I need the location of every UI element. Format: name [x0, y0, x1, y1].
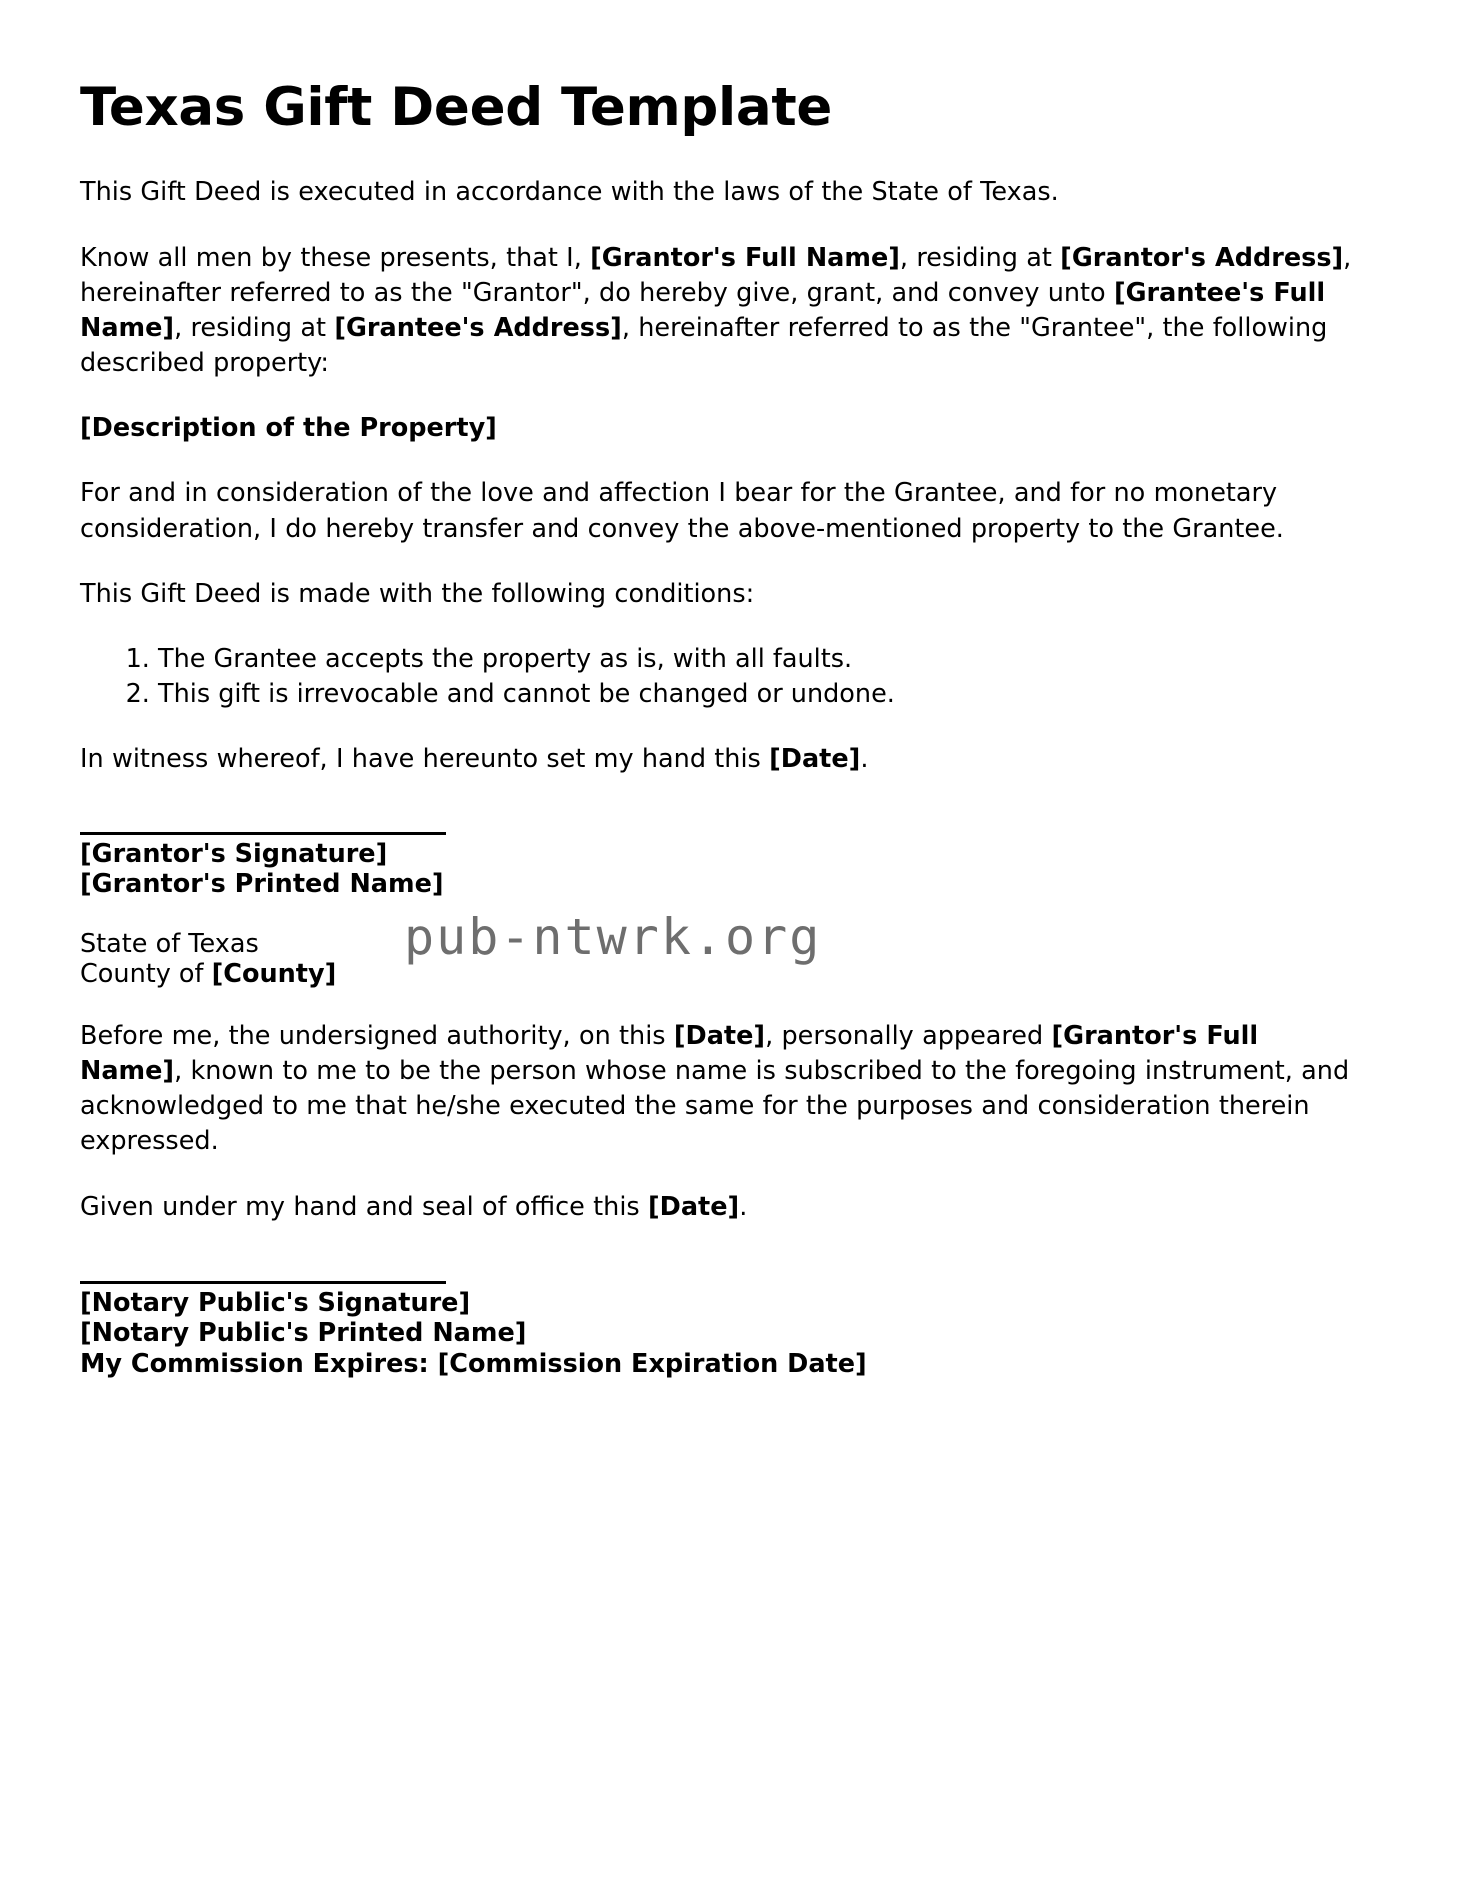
notary-signature-line [80, 1281, 446, 1284]
site-watermark: pub-ntwrk.org [404, 908, 822, 966]
seal-clause-paragraph [80, 1190, 1368, 1225]
intro-paragraph: This Gift Deed is executed in accordance with the laws of the State of Texas. [80, 177, 1059, 208]
grantor-signature-block [80, 832, 1368, 899]
witness-text-2: . [860, 744, 869, 775]
granting-text-3: , hereinafter referred to as the "Grantor", do hereby give, grant, and convey unto [80, 242, 1352, 308]
state-line: State of Texas [80, 928, 259, 959]
acknowledgment-date-placeholder: [Date] [673, 1020, 766, 1051]
conditions-intro-paragraph: This Gift Deed is made with the following conditions: [80, 578, 755, 609]
granting-text-4: , residing at [174, 312, 335, 343]
granting-text-5: , hereinafter referred to as the "Grantee", the following described property: [80, 312, 1328, 379]
venue-block [80, 929, 1368, 989]
witness-text-1: In witness whereof, I have hereunto set my hand this [80, 744, 770, 775]
acknowledgment-paragraph [80, 1019, 1368, 1160]
property-description-placeholder: [Description of the Property] [80, 413, 497, 444]
grantor-signature-line [80, 832, 446, 835]
county-prefix: County of [80, 958, 212, 989]
notary-signature-block [80, 1281, 1368, 1380]
seal-text-2: . [739, 1191, 748, 1222]
conditions-list [80, 642, 1368, 712]
page-title: Texas Gift Deed Template [80, 77, 833, 138]
grantor-printed-name-label: [Grantor's Printed Name] [80, 868, 444, 899]
acknowledgment-text-2: , personally appeared [765, 1020, 1052, 1051]
grantor-full-name-placeholder: [Grantor's Full Name] [590, 242, 900, 273]
acknowledgment-text-1: Before me, the undersigned authority, on this [80, 1020, 674, 1051]
notary-printed-name-label: [Notary Public's Printed Name] [80, 1318, 527, 1349]
grantee-address-placeholder: [Grantee's Address] [334, 312, 622, 343]
consideration-paragraph: For and in consideration of the love and affection I bear for the Grantee, and for no monetary consideration, I do hereby transfer and convey the above-mentioned property to the Grantee. [80, 478, 1284, 544]
seal-date-placeholder: [Date] [648, 1191, 740, 1222]
document-body [80, 78, 1368, 1380]
witness-clause-paragraph [80, 742, 1368, 777]
seal-text-1: Given under my hand and seal of office this [80, 1191, 649, 1222]
acknowledgment-text-3: , known to me to be the person whose name is subscribed to the foregoing instrument, and acknowledged to me that he/she executed the same for the purposes and consideration therein expressed. [80, 1056, 1350, 1157]
granting-clause-paragraph [80, 241, 1368, 382]
list-item: 1. The Grantee accepts the property as is, with all faults. [158, 642, 1368, 677]
grantee-full-name-placeholder: [Grantee's Full Name] [80, 277, 1326, 343]
notary-signature-label: [Notary Public's Signature] [80, 1287, 471, 1318]
grantor-address-placeholder: [Grantor's Address] [1060, 242, 1344, 273]
witness-date-placeholder: [Date] [769, 744, 861, 775]
county-line [80, 959, 1368, 989]
granting-text-1: Know all men by these presents, that I, [80, 242, 591, 273]
notary-commission-expiry-label: My Commission Expires: [Commission Expiration Date] [80, 1349, 867, 1380]
granting-text-2: , residing at [899, 242, 1061, 273]
list-item: 2. This gift is irrevocable and cannot be changed or undone. [158, 677, 1368, 712]
county-placeholder: [County] [211, 958, 337, 989]
acknowledgment-grantor-name-placeholder: [Grantor's Full Name] [80, 1020, 1259, 1087]
grantor-signature-label: [Grantor's Signature] [80, 838, 388, 869]
